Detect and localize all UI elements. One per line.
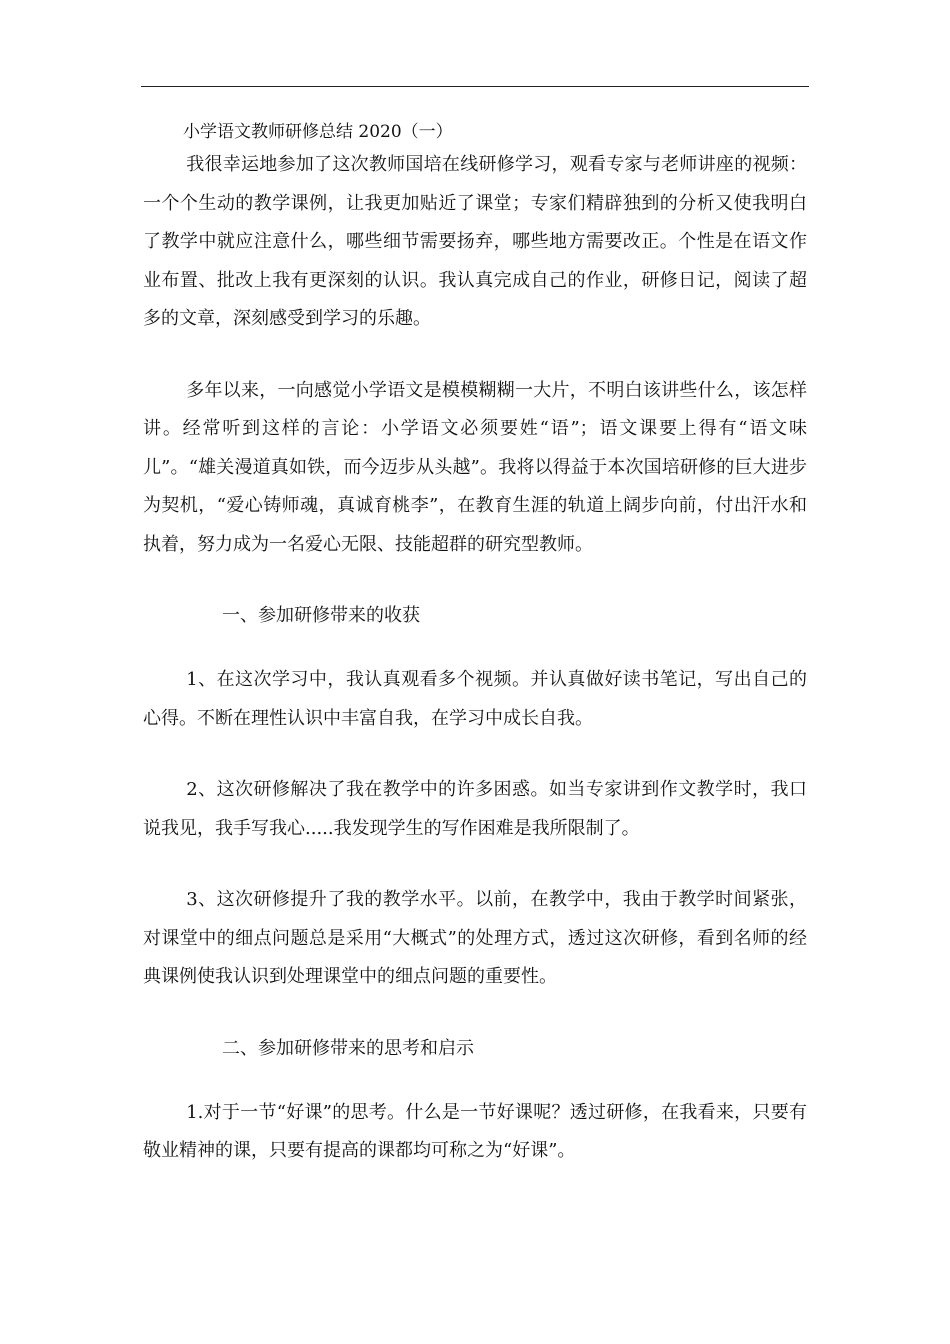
list-item: 3、这次研修提升了我的教学水平。以前，在教学中，我由于教学时间紧张，对课堂中的细点问题总是采用“大概式”的处理方式，透过这次研修，看到名师的经典课例使我认识到处理课堂中的细点问题的重要性。 [143, 889, 807, 987]
section-heading-reflection: 二、参加研修带来的思考和启示 [222, 1037, 474, 1059]
spacer [143, 564, 807, 597]
document-body [143, 118, 807, 1171]
list-item: 1、在这次学习中，我认真观看多个视频。并认真做好读书笔记，写出自己的心得。不断在理性认识中丰富自我，在学习中成长自我。 [143, 669, 807, 729]
spacer [143, 738, 807, 771]
header-rule [141, 86, 809, 87]
paragraph-intro: 我很幸运地参加了这次教师国培在线研修学习，观看专家与老师讲座的视频：一个个生动的教学课例，让我更加贴近了课堂；专家们精辟独到的分析又使我明白了教学中就应注意什么，哪些细节需要扬弃，哪些地方需要改正。个性是在语文作业布置、批改上我有更深刻的认识。我认真完成自己的作业，研修日记，阅读了超多的文章，深刻感受到学习的乐趣。 [143, 154, 807, 329]
spacer [143, 848, 807, 881]
list-item: 1.对于一节“好课”的思考。什么是一节好课呢？透过研修，在我看来，只要有敬业精神的课，只要有提高的课都均可称之为“好课”。 [143, 1101, 807, 1161]
spacer [143, 339, 807, 372]
spacer [143, 635, 807, 661]
document-title: 小学语文教师研修总结 2020（一） [183, 122, 453, 142]
list-item: 2、这次研修解决了我在教学中的许多困惑。如当专家讲到作文教学时，我口说我见，我手写我心.....我发现学生的写作困难是我所限制了。 [143, 779, 807, 839]
paragraph-years: 多年以来，一向感觉小学语文是模模糊糊一大片，不明白该讲些什么，该怎样讲。经常听到这样的言论：小学语文必须要姓“语”；语文课要上得有“语文味儿”。“雄关漫道真如铁，而今迈步从头越”。我将以得益于本次国培研修的巨大进步为契机，“爱心铸师魂，真诚育桃李”，在教育生涯的轨道上阔步向前，付出汗水和执着，努力成为一名爱心无限、技能超群的研究型教师。 [143, 379, 807, 555]
section-heading-harvest: 一、参加研修带来的收获 [222, 605, 420, 626]
spacer [143, 1068, 807, 1094]
spacer [143, 997, 807, 1030]
